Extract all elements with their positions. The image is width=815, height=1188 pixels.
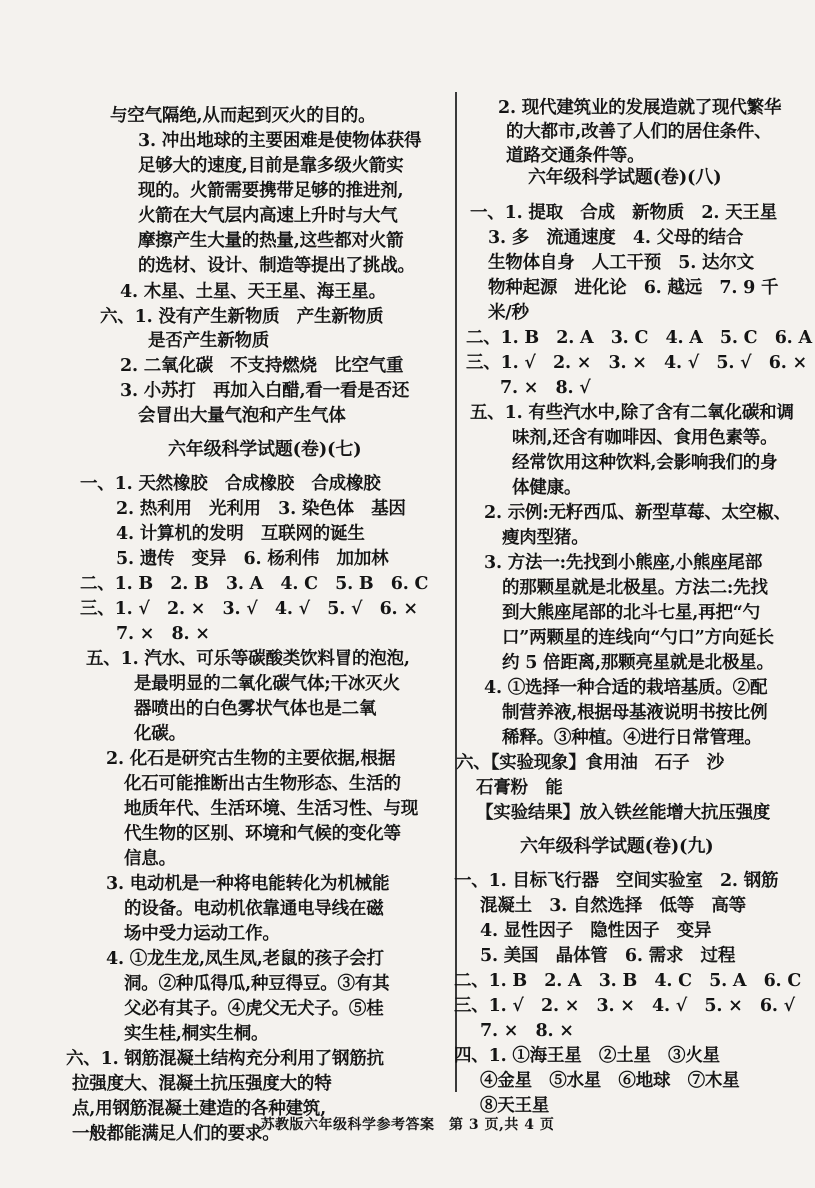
answer-line: 3. 方法一:先找到小熊座,小熊座尾部 (484, 553, 763, 573)
answer-line: 父必有其子。④虎父无犬子。⑤桂 (124, 999, 384, 1019)
answer-line: 4. ①龙生龙,凤生凤,老鼠的孩子会打 (106, 949, 384, 969)
answer-line: 一、1. 天然橡胶 合成橡胶 合成橡胶 (80, 474, 381, 494)
answer-line: ④金星 ⑤水星 ⑥地球 ⑦木星 (480, 1071, 740, 1091)
answer-line: 是否产生新物质 (148, 331, 270, 351)
answer-line: 4. ①选择一种合适的栽培基质。②配 (484, 678, 768, 698)
answer-line: 的那颗星就是北极星。方法二:先找 (502, 578, 768, 598)
answer-line: 一、1. 提取 合成 新物质 2. 天王星 (470, 203, 778, 223)
answer-line: 2. 化石是研究古生物的主要依据,根据 (106, 749, 396, 769)
answer-line: 7. × 8. × (116, 624, 210, 644)
answer-line: 【实验结果】放入铁丝能增大抗压强度 (476, 803, 771, 823)
answer-line: 的选材、设计、制造等提出了挑战。 (138, 256, 415, 276)
answer-line: 二、1. B 2. A 3. C 4. A 5. C 6. A (466, 328, 812, 348)
answer-line: 代生物的区别、环境和气候的变化等 (124, 824, 401, 844)
answer-line: 生物体自身 人工干预 5. 达尔文 (488, 253, 754, 273)
answer-line: 二、1. B 2. A 3. B 4. C 5. A 6. C (454, 971, 802, 991)
answer-line: 3. 小苏打 再加入白醋,看一看是否还 (120, 381, 410, 401)
answer-line: 六、【实验现象】食用油 石子 沙 (456, 753, 725, 773)
answer-line: 化碳。 (134, 724, 186, 744)
answer-line: 到大熊座尾部的北斗七星,再把“勺 (502, 603, 760, 623)
answer-line: 4. 显性因子 隐性因子 变异 (480, 921, 712, 941)
section-title: 六年级科学试题(卷)(七) (168, 439, 362, 460)
answer-line: 足够大的速度,目前是靠多级火箭实 (138, 156, 404, 176)
answer-line: 3. 冲出地球的主要困难是使物体获得 (138, 131, 422, 151)
answer-line: 2. 二氧化碳 不支持燃烧 比空气重 (120, 356, 404, 376)
answer-line: 现的。火箭需要携带足够的推进剂, (138, 181, 404, 201)
answer-line: 瘦肉型猪。 (502, 528, 589, 548)
answer-line: 道路交通条件等。 (506, 146, 645, 166)
answer-line: 摩擦产生大量的热量,这些都对火箭 (138, 231, 404, 251)
answer-line: 三、1. √ 2. × 3. √ 4. √ 5. √ 6. × (80, 599, 418, 619)
answer-line: 五、1. 有些汽水中,除了含有二氧化碳和调 (470, 403, 794, 423)
answer-line: 2. 热利用 光利用 3. 染色体 基因 (116, 499, 406, 519)
answer-line: 5. 美国 晶体管 6. 需求 过程 (480, 946, 736, 966)
answer-line: 经常饮用这种饮料,会影响我们的身 (512, 453, 778, 473)
answer-line: 2. 示例:无籽西瓜、新型草莓、太空椒、 (484, 503, 791, 523)
answer-line: 六、1. 钢筋混凝土结构充分利用了钢筋抗 (66, 1049, 384, 1069)
answer-line: 3. 多 流通速度 4. 父母的结合 (488, 228, 744, 248)
answer-line: 石膏粉 能 (476, 778, 563, 798)
section-title: 六年级科学试题(卷)(九) (520, 836, 714, 857)
answer-line: 二、1. B 2. B 3. A 4. C 5. B 6. C (80, 574, 429, 594)
answer-line: 味剂,还含有咖啡因、食用色素等。 (512, 428, 778, 448)
answer-line: 三、1. √ 2. × 3. × 4. √ 5. × 6. √ (454, 996, 795, 1016)
answer-line: 与空气隔绝,从而起到灭火的目的。 (110, 106, 376, 126)
answer-line: 会冒出大量气泡和产生气体 (138, 406, 346, 426)
answer-line: 一、1. 目标飞行器 空间实验室 2. 钢筋 (454, 871, 779, 891)
answer-line: 化石可能推断出古生物形态、生活的 (124, 774, 401, 794)
answer-line: ⑧天王星 (480, 1096, 550, 1116)
answer-line: 口”两颗星的连线向“勺口”方向延长 (502, 628, 774, 648)
answer-line: 约 5 倍距离,那颗亮星就是北极星。 (502, 653, 774, 673)
answer-line: 场中受力运动工作。 (124, 924, 280, 944)
page-footer: 苏教版六年级科学参考答案 第 3 页,共 4 页 (260, 1117, 555, 1133)
answer-line: 三、1. √ 2. × 3. × 4. √ 5. √ 6. × (466, 353, 807, 373)
answer-line: 火箭在大气层内高速上升时与大气 (138, 206, 398, 226)
column-divider (455, 92, 457, 1092)
answer-line: 4. 计算机的发明 互联网的诞生 (116, 524, 365, 544)
answer-line: 米/秒 (488, 303, 529, 323)
answer-line: 4. 木星、土星、天王星、海王星。 (120, 282, 386, 302)
answer-line: 的设备。电动机依靠通电导线在磁 (124, 899, 384, 919)
answer-line: 器喷出的白色雾状气体也是二氧 (134, 699, 377, 719)
answer-line: 是最明显的二氧化碳气体;干冰灭火 (134, 674, 400, 694)
answer-line: 洞。②种瓜得瓜,种豆得豆。③有其 (124, 974, 390, 994)
answer-line: 的大都市,改善了人们的居住条件、 (506, 122, 772, 142)
answer-line: 物种起源 进化论 6. 越远 7. 9 千 (488, 278, 779, 298)
answer-line: 3. 电动机是一种将电能转化为机械能 (106, 874, 390, 894)
answer-line: 混凝土 3. 自然选择 低等 高等 (480, 896, 746, 916)
section-title: 六年级科学试题(卷)(八) (528, 167, 722, 188)
answer-line: 稀释。③种植。④进行日常管理。 (502, 728, 762, 748)
answer-line: 制营养液,根据母基液说明书按比例 (502, 703, 768, 723)
answer-line: 拉强度大、混凝土抗压强度大的特 (72, 1074, 332, 1094)
answer-line: 7. × 8. × (480, 1021, 574, 1041)
answer-line: 实生桂,桐实生桐。 (124, 1024, 269, 1044)
answer-line: 五、1. 汽水、可乐等碳酸类饮料冒的泡泡, (86, 649, 410, 669)
answer-line: 体健康。 (512, 478, 582, 498)
answer-line: 四、1. ①海王星 ②土星 ③火星 (454, 1046, 720, 1066)
answer-line: 2. 现代建筑业的发展造就了现代繁华 (498, 98, 782, 118)
answer-line: 地质年代、生活环境、生活习性、与现 (124, 799, 419, 819)
answer-line: 7. × 8. √ (500, 378, 591, 398)
answer-line: 一般都能满足人们的要求。 (72, 1124, 280, 1144)
answer-line: 六、1. 没有产生新物质 产生新物质 (100, 307, 384, 327)
answer-line: 信息。 (124, 849, 176, 869)
answer-line: 5. 遗传 变异 6. 杨利伟 加加林 (116, 549, 389, 569)
answer-line: 点,用钢筋混凝土建造的各种建筑, (72, 1099, 326, 1119)
